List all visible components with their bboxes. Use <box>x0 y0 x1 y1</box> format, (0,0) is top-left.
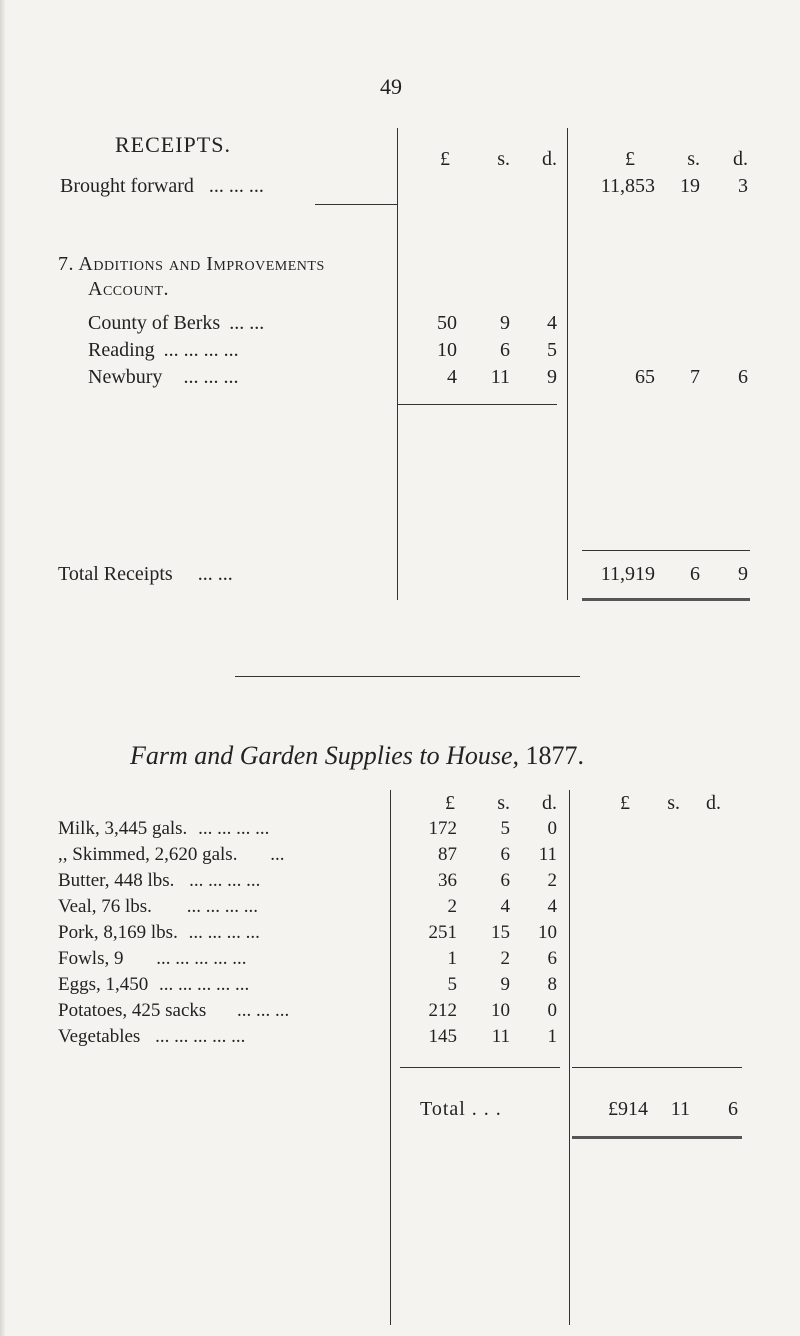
supply-shillings: 9 <box>500 974 510 995</box>
supply-item-name: Vegetables <box>58 1026 141 1047</box>
page-edge-shadow <box>0 0 6 1336</box>
items-subtotal-rule <box>397 404 557 405</box>
supply-item-name: Veal, 76 lbs. <box>58 896 152 917</box>
receipt-item-name: Newbury <box>88 366 163 388</box>
receipts-outer-pence-header: d. <box>733 148 748 170</box>
total-receipts-pence: 9 <box>738 563 748 585</box>
receipt-item-label <box>88 366 238 389</box>
total-receipts-top-rule <box>582 550 750 551</box>
receipts-inner-pound-header: £ <box>440 148 450 170</box>
supply-shillings: 15 <box>491 922 510 943</box>
supply-row-label <box>58 1026 245 1048</box>
supply-item-dots: ... ... ... <box>237 1000 290 1021</box>
supply-pence: 0 <box>547 1000 557 1021</box>
supply-row-label <box>58 1000 289 1022</box>
supplies-total-pence: 6 <box>728 1098 738 1120</box>
receipt-item-dots: ... ... ... ... <box>163 339 239 361</box>
supply-shillings: 11 <box>491 1026 510 1047</box>
supply-pence: 11 <box>538 844 557 865</box>
supply-shillings: 2 <box>500 948 510 969</box>
supplies-outer-shilling-header: s. <box>667 792 680 814</box>
receipts-inner-shilling-header: s. <box>497 148 510 170</box>
receipt-item-shillings: 6 <box>500 339 510 361</box>
receipts-heading: RECEIPTS. <box>115 132 231 157</box>
supply-pounds: 251 <box>428 922 457 943</box>
receipt-item-dots: ... ... ... <box>183 366 239 388</box>
receipts-rule-left <box>397 128 398 600</box>
supply-item-name: Pork, 8,169 lbs. <box>58 922 178 943</box>
supply-item-dots: ... ... ... ... <box>198 818 270 839</box>
supply-item-name: ,, Skimmed, 2,620 gals. <box>58 844 238 865</box>
total-receipts-dots: ... ... <box>197 563 233 585</box>
supply-shillings: 6 <box>500 844 510 865</box>
supply-shillings: 4 <box>500 896 510 917</box>
supply-row-label <box>58 870 260 892</box>
supply-pounds: 1 <box>447 948 457 969</box>
additions-section-subtitle: Account. <box>88 278 170 300</box>
receipt-item-pounds: 4 <box>447 366 457 388</box>
brought-forward-text: Brought forward <box>60 175 194 197</box>
receipt-item-pence: 5 <box>547 339 557 361</box>
supply-pence: 8 <box>547 974 557 995</box>
receipt-item-pence: 9 <box>547 366 557 388</box>
receipt-item-name: County of Berks <box>88 312 221 334</box>
supply-pence: 6 <box>547 948 557 969</box>
supply-row-label <box>58 974 249 996</box>
receipt-item-pounds: 10 <box>437 339 457 361</box>
receipt-item-pounds: 50 <box>437 312 457 334</box>
receipt-item-shillings: 11 <box>490 366 510 388</box>
additions-section-title: 7. Additions and Improvements <box>58 253 325 275</box>
section-total-shillings: 7 <box>690 366 700 388</box>
supplies-total-shillings: 11 <box>670 1098 690 1120</box>
receipt-item-label <box>88 312 264 335</box>
supply-shillings: 5 <box>500 818 510 839</box>
total-receipts-double-rule <box>582 598 750 601</box>
total-receipts-shillings: 6 <box>690 563 700 585</box>
section-total-pence: 6 <box>738 366 748 388</box>
supply-row-label <box>58 896 258 918</box>
total-receipts-pounds: 11,919 <box>600 563 655 585</box>
supply-item-dots: ... <box>270 844 285 865</box>
supply-shillings: 10 <box>491 1000 510 1021</box>
receipt-item-label <box>88 339 239 362</box>
supplies-inner-pence-header: d. <box>542 792 557 814</box>
supply-row-label <box>58 922 260 944</box>
supply-row-label <box>58 844 284 866</box>
receipts-rule-right <box>567 128 568 600</box>
receipt-item-name: Reading <box>88 339 155 361</box>
supply-pounds: 36 <box>438 870 457 891</box>
supply-pounds: 2 <box>447 896 457 917</box>
supplies-outer-pound-header: £ <box>620 792 630 814</box>
supply-item-dots: ... ... ... ... <box>189 870 261 891</box>
supply-pounds: 172 <box>428 818 457 839</box>
supply-pounds: 5 <box>447 974 457 995</box>
supply-pence: 0 <box>547 818 557 839</box>
supply-pounds: 145 <box>428 1026 457 1047</box>
receipts-outer-shilling-header: s. <box>687 148 700 170</box>
receipt-item-shillings: 9 <box>500 312 510 334</box>
supply-item-name: Potatoes, 425 sacks <box>58 1000 207 1021</box>
supplies-title-year: 1877. <box>525 741 585 770</box>
supply-pence: 1 <box>547 1026 557 1047</box>
supplies-total-top-rule <box>572 1067 742 1068</box>
total-receipts-text: Total Receipts <box>58 563 173 585</box>
total-receipts-label <box>58 563 233 586</box>
supply-item-dots: ... ... ... ... <box>186 896 258 917</box>
supply-shillings: 6 <box>500 870 510 891</box>
supply-item-dots: ... ... ... ... ... <box>159 974 250 995</box>
supply-pence: 10 <box>538 922 557 943</box>
supply-pounds: 212 <box>428 1000 457 1021</box>
supply-item-name: Milk, 3,445 gals. <box>58 818 188 839</box>
brought-forward-shillings: 19 <box>680 175 700 197</box>
supply-pounds: 87 <box>438 844 457 865</box>
section-total-pounds: 65 <box>635 366 655 388</box>
supplies-title <box>130 741 584 771</box>
supplies-rule-right <box>569 790 570 1325</box>
receipts-outer-pound-header: £ <box>625 148 635 170</box>
page-number: 49 <box>380 74 402 99</box>
supplies-total-label: Total . . . <box>420 1098 502 1120</box>
receipt-item-dots: ... ... <box>229 312 265 334</box>
brought-forward-label <box>60 175 264 198</box>
supply-item-dots: ... ... ... ... ... <box>155 1026 246 1047</box>
supply-pence: 2 <box>547 870 557 891</box>
supplies-rule-left <box>390 790 391 1325</box>
supplies-outer-pence-header: d. <box>706 792 721 814</box>
brought-forward-dots: ... ... ... <box>208 175 264 197</box>
supplies-subtotal-rule <box>400 1067 560 1068</box>
receipt-item-pence: 4 <box>547 312 557 334</box>
section-separator <box>235 676 580 677</box>
supply-row-label <box>58 948 246 970</box>
supplies-title-italic: Farm and Garden Supplies to House, <box>130 741 520 770</box>
brought-forward-underline <box>315 204 397 205</box>
receipts-inner-pence-header: d. <box>542 148 557 170</box>
supply-row-label <box>58 818 269 840</box>
brought-forward-pounds: 11,853 <box>600 175 655 197</box>
supplies-total-double-rule <box>572 1136 742 1139</box>
supply-item-dots: ... ... ... ... ... <box>156 948 247 969</box>
supply-item-name: Fowls, 9 <box>58 948 124 969</box>
supplies-total-pounds: £914 <box>608 1098 648 1120</box>
supply-item-name: Butter, 448 lbs. <box>58 870 175 891</box>
supply-pence: 4 <box>547 896 557 917</box>
supplies-inner-shilling-header: s. <box>497 792 510 814</box>
supplies-inner-pound-header: £ <box>445 792 455 814</box>
brought-forward-pence: 3 <box>738 175 748 197</box>
supply-item-dots: ... ... ... ... <box>188 922 260 943</box>
supply-item-name: Eggs, 1,450 <box>58 974 149 995</box>
